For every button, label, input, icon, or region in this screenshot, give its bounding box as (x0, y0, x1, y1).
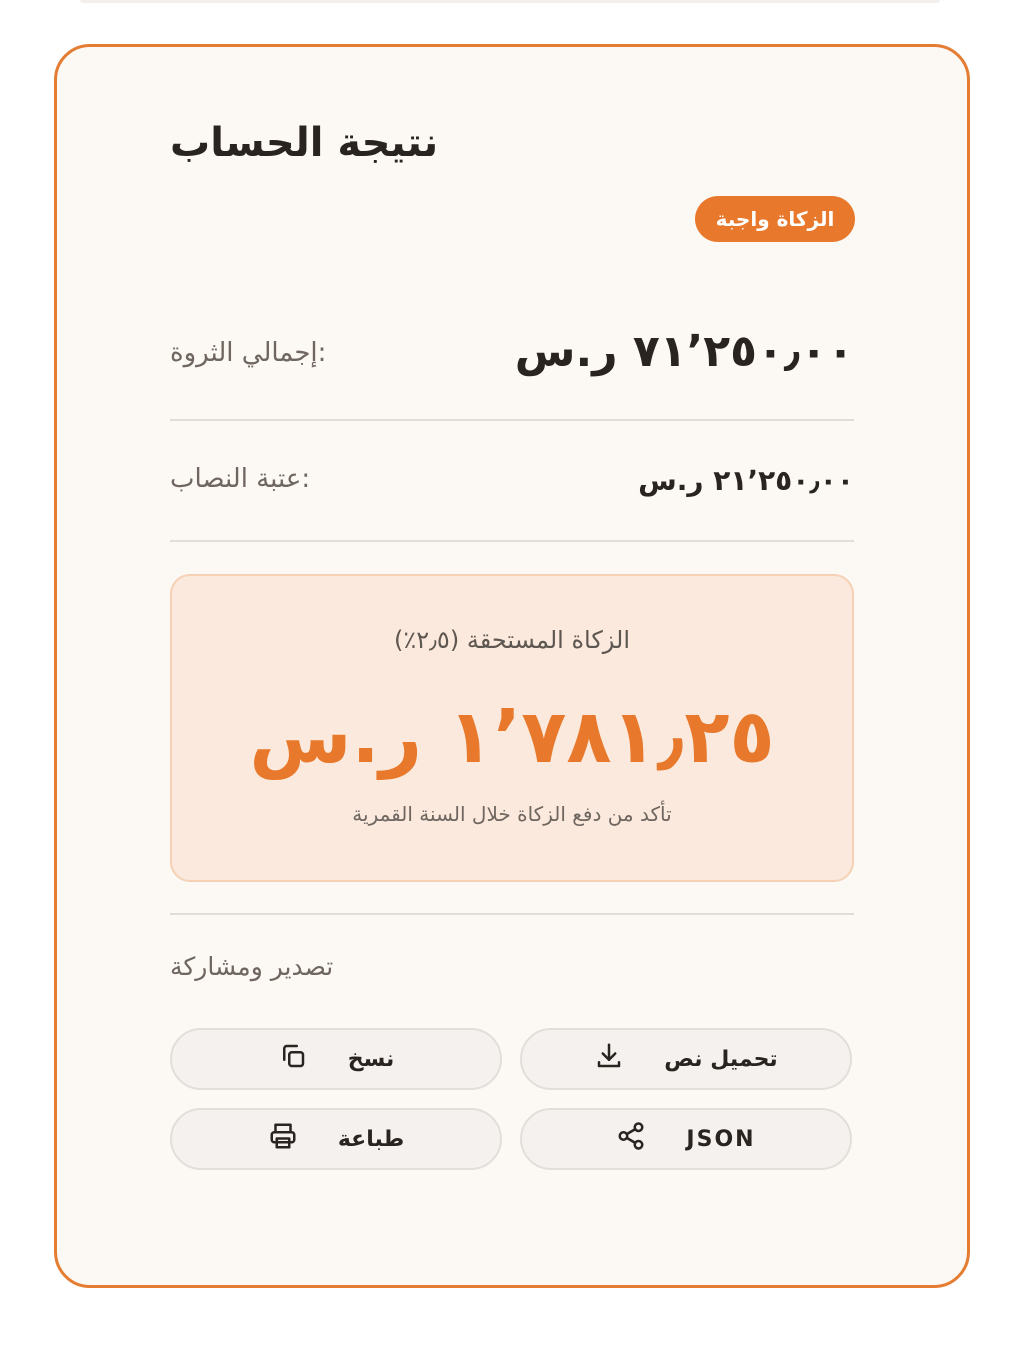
divider-1 (170, 419, 854, 421)
status-badge: الزكاة واجبة (695, 196, 855, 242)
previous-card-edge (80, 0, 940, 3)
printer-icon (268, 1121, 298, 1157)
zakat-due-panel (170, 574, 854, 882)
export-section-title: تصدير ومشاركة (170, 952, 334, 981)
download-text-button[interactable] (520, 1028, 852, 1090)
nisab-value: ٢١٬٢٥٠٫٠٠ ر.س (638, 464, 854, 497)
print-button[interactable] (170, 1108, 502, 1170)
total-wealth-label: إجمالي الثروة: (170, 338, 327, 368)
download-text-label: تحميل نص (664, 1046, 778, 1072)
download-icon (594, 1041, 624, 1077)
json-button[interactable] (520, 1108, 852, 1170)
divider-3 (170, 913, 854, 915)
copy-label: نسخ (347, 1046, 395, 1072)
zakat-due-label: الزكاة المستحقة (٢٫٥٪) (393, 626, 630, 654)
share-icon (616, 1121, 646, 1157)
zakat-due-amount: ١٬٧٨١٫٢٥ ر.س (249, 694, 775, 780)
result-title: نتيجة الحساب (170, 120, 439, 166)
print-label: طباعة (337, 1126, 405, 1152)
copy-button[interactable] (170, 1028, 502, 1090)
divider-2 (170, 540, 854, 542)
nisab-label: عتبة النصاب: (170, 464, 311, 494)
total-wealth-value: ٧١٬٢٥٠٫٠٠ ر.س (514, 326, 854, 377)
json-label: JSON (686, 1126, 756, 1152)
zakat-due-note: تأكد من دفع الزكاة خلال السنة القمرية (352, 802, 672, 826)
copy-icon (278, 1041, 308, 1077)
